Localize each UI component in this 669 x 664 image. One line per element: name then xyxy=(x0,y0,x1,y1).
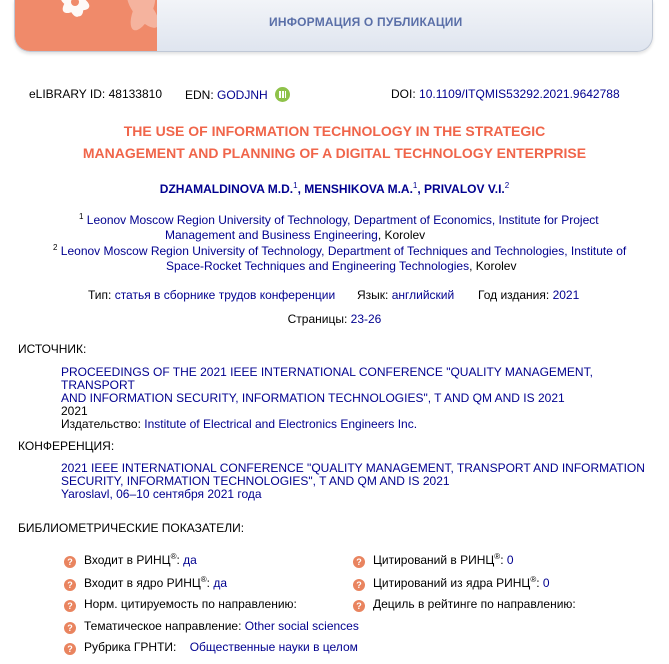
edn-value[interactable]: GODJNH xyxy=(217,88,268,102)
question-mark-icon[interactable]: ? xyxy=(353,556,365,568)
source-title-link[interactable]: PROCEEDINGS OF THE 2021 IEEE INTERNATIONAL CONFERENCE "QUALITY MANAGEMENT, TRANSPORT xyxy=(61,365,593,392)
conference-location: Yaroslavl, 06–10 сентября 2021 года xyxy=(61,487,262,501)
publisher-link[interactable]: Institute of Electrical and Electronics Engineers Inc. xyxy=(144,417,418,431)
conference-heading: КОНФЕРЕНЦИЯ: xyxy=(18,439,115,453)
bib-norm-citation: ? Норм. цитируемость по направлению: xyxy=(64,597,297,612)
affiliation-link[interactable]: Leonov Moscow Region University of Technology, Department of Economics, Institute for Project xyxy=(86,213,599,227)
qr-code-icon[interactable] xyxy=(275,87,290,102)
publication-year-value: 2021 xyxy=(552,288,580,302)
author-link[interactable]: PRIVALOV V.I. xyxy=(424,182,505,196)
source-heading: ИСТОЧНИК: xyxy=(18,342,87,356)
bib-grnti: ? Рубрика ГРНТИ: Общественные науки в целом xyxy=(64,640,358,655)
publication-type-value[interactable]: статья в сборнике трудов конференции xyxy=(114,288,336,302)
bib-rinc-core: ? Входит в ядро РИНЦ®: да xyxy=(64,575,227,591)
grnti-link[interactable]: Общественные науки в целом xyxy=(189,640,358,654)
publication-type: Тип: статья в сборнике трудов конференции xyxy=(88,288,336,302)
question-mark-icon[interactable]: ? xyxy=(353,579,365,591)
thematic-direction-link[interactable]: Other social sciences xyxy=(244,619,359,633)
authors-list: DZHAMALDINOVA M.D.$^1$, MENSHIKOVA M.A.$^1$, PRIVALOV V.I.$^2$ xyxy=(159,181,510,196)
publication-pages-value: 23-26 xyxy=(350,312,382,326)
publication-title: THE USE OF INFORMATION TECHNOLOGY IN THE STRATEGIC MANAGEMENT AND PLANNING OF A DIGITAL TECHNOLOGY ENTERPRISE xyxy=(82,123,587,161)
conference-title-link[interactable]: 2021 IEEE INTERNATIONAL CONFERENCE "QUALITY MANAGEMENT, TRANSPORT AND INFORMATION xyxy=(61,461,645,475)
affiliation: $^2$ Leonov Moscow Region University of Technology, Department of Techniques and Technologies, Institute of Space-Rocket Techniques and Engineering Technologies, Korolev xyxy=(53,243,627,273)
affiliation: $^1$ Leonov Moscow Region University of Technology, Department of Economics, Institute for Project Management and Business Engineering, Korolev xyxy=(79,212,599,242)
elibrary-id: eLIBRARY ID: 48133810 xyxy=(29,87,162,101)
header-title: ИНФОРМАЦИЯ О ПУБЛИКАЦИИ xyxy=(269,15,463,29)
author-link[interactable]: DZHAMALDINOVA M.D. xyxy=(159,182,294,196)
doi: DOI: 10.1109/ITQMIS53292.2021.9642788 xyxy=(391,87,620,101)
publication-language: Язык: английский xyxy=(357,288,455,302)
publication-language-value: английский xyxy=(391,288,455,302)
publication-pages: Страницы: 23-26 xyxy=(287,312,382,326)
question-mark-icon[interactable]: ? xyxy=(64,643,76,655)
question-mark-icon[interactable]: ? xyxy=(353,600,365,612)
source-title-link[interactable]: AND INFORMATION SECURITY, INFORMATION TECHNOLOGIES", T AND QM AND IS 2021 xyxy=(61,391,565,405)
bib-citations-core: ? Цитирований из ядра РИНЦ®: 0 xyxy=(353,575,550,591)
affiliation-link[interactable]: Leonov Moscow Region University of Technology, Department of Techniques and Technologies, Institute of xyxy=(60,244,627,258)
bib-decile: ? Дециль в рейтинге по направлению: xyxy=(353,597,576,612)
asterisk-flower-logo-icon xyxy=(15,0,157,52)
question-mark-icon[interactable]: ? xyxy=(64,622,76,634)
bib-rinc: ? Входит в РИНЦ®: да xyxy=(64,552,197,568)
conference-block xyxy=(61,462,645,501)
doi-link[interactable]: 10.1109/ITQMIS53292.2021.9642788 xyxy=(419,87,620,101)
conference-title-link[interactable]: SECURITY, INFORMATION TECHNOLOGIES", T AND QM AND IS 2021 xyxy=(61,474,450,488)
bib-thematic-direction: ? Тематическое направление: Other social sciences xyxy=(64,619,359,634)
question-mark-icon[interactable]: ? xyxy=(64,579,76,591)
bib-citations-rinc: ? Цитирований в РИНЦ®: 0 xyxy=(353,552,514,568)
bibliometrics-heading: БИБЛИОМЕТРИЧЕСКИЕ ПОКАЗАТЕЛИ: xyxy=(18,521,245,535)
elibrary-id-value: 48133810 xyxy=(108,87,162,101)
header-panel xyxy=(14,0,653,52)
question-mark-icon[interactable]: ? xyxy=(64,600,76,612)
question-mark-icon[interactable]: ? xyxy=(64,556,76,568)
author-link[interactable]: MENSHIKOVA M.A. xyxy=(304,182,413,196)
affiliation-link[interactable]: Space-Rocket Techniques and Engineering Technologies xyxy=(166,259,470,273)
source-year: 2021 xyxy=(61,404,88,418)
publication-year: Год издания: 2021 xyxy=(478,288,580,302)
affiliation-link[interactable]: Management and Business Engineering xyxy=(165,228,378,242)
source-block: PROCEEDINGS OF THE 2021 IEEE INTERNATIONAL CONFERENCE "QUALITY MANAGEMENT, TRANSPORT AND INFORMATION SECURITY, INFORMATION TECHNOLOGIES", T AND QM AND IS 2021 2021 Издательство: Institute of Electrical and Electronics Engineers Inc. xyxy=(61,366,669,431)
edn: EDN: GODJNH xyxy=(185,87,290,102)
